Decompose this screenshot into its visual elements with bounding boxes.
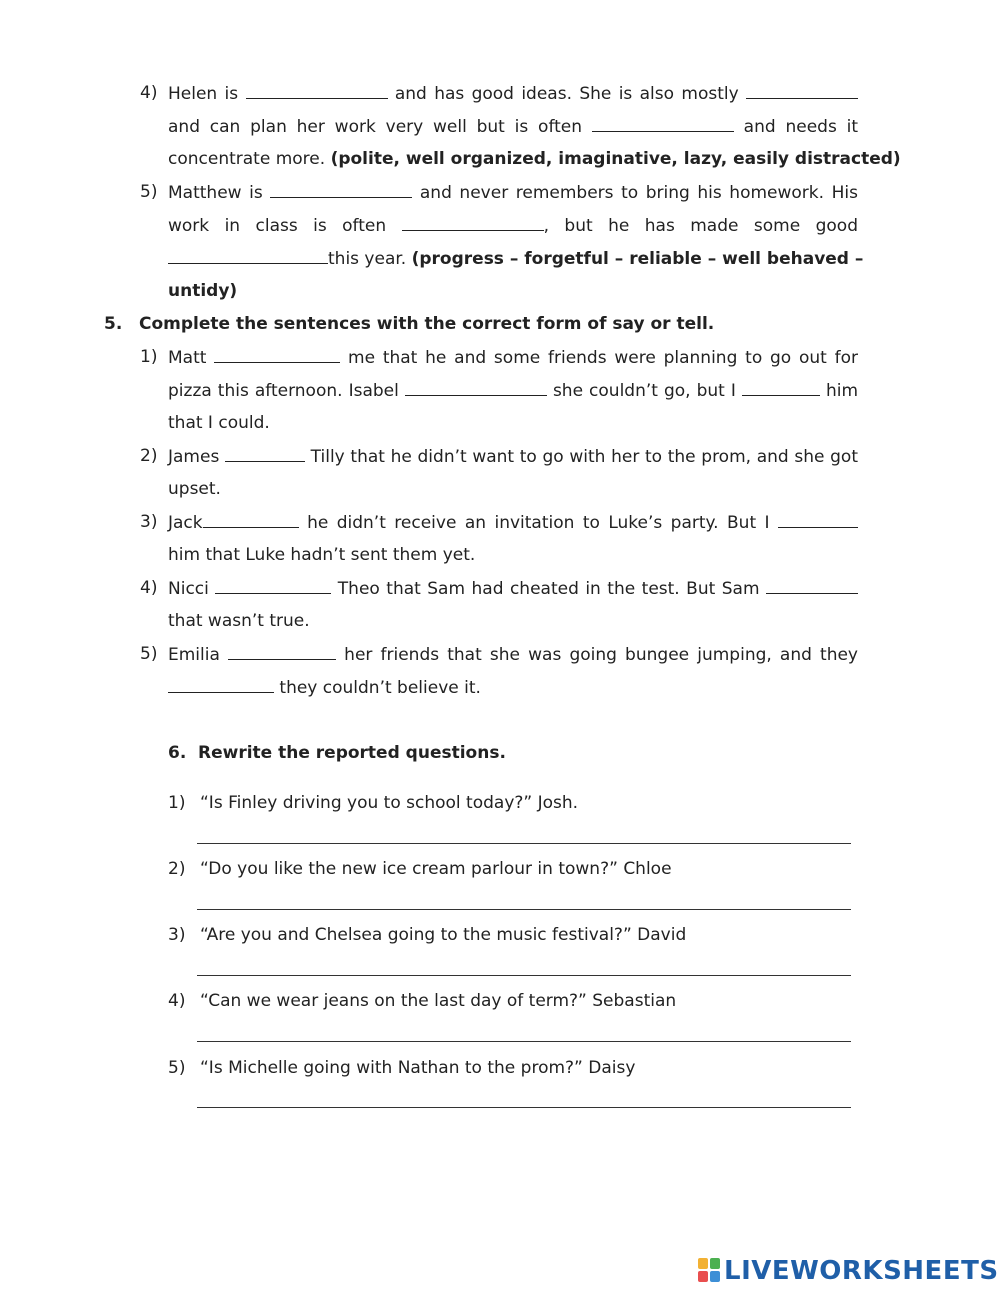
item-number: 4) (140, 578, 158, 598)
sentence-line: this year. (progress – forgetful – reliable – well behaved – (168, 247, 858, 270)
section-number: 6. (168, 743, 187, 763)
item-number: 2) (140, 446, 158, 466)
fill-blank[interactable] (246, 82, 388, 99)
section-title: Rewrite the reported questions. (198, 743, 506, 763)
question-text: “Is Michelle going with Nathan to the prom?” Daisy (200, 1058, 636, 1078)
fill-blank[interactable] (228, 643, 336, 660)
fill-blank[interactable] (592, 115, 734, 132)
sentence-line: Matt me that he and some friends were planning to go out for (168, 348, 858, 368)
word-bank: (progress – forgetful – reliable – well behaved – (411, 249, 864, 269)
fill-blank[interactable] (225, 445, 305, 462)
sentence-line: James Tilly that he didn’t want to go with her to the prom, and she got (168, 447, 858, 467)
liveworksheets-logo (698, 1256, 999, 1286)
sentence-line: Matthew is and never remembers to bring his homework. His (168, 183, 858, 203)
fill-blank[interactable] (742, 379, 820, 396)
sentence-line: Helen is and has good ideas. She is also mostly (168, 82, 858, 105)
sentence-line: that wasn’t true. (168, 611, 310, 631)
item-number: 4) (168, 991, 186, 1011)
item-number: 1) (168, 793, 186, 813)
sentence-line: work in class is often , but he has made some good (168, 216, 858, 236)
item-number: 3) (168, 925, 186, 945)
fill-blank[interactable] (402, 214, 544, 231)
fill-blank[interactable] (746, 82, 858, 99)
answer-line[interactable] (197, 1040, 851, 1042)
answer-line[interactable] (197, 842, 851, 844)
sentence-line: upset. (168, 479, 221, 499)
sentence-line: Nicci Theo that Sam had cheated in the test. But Sam (168, 577, 858, 600)
sentence-line: concentrate more. (polite, well organized, imaginative, lazy, easily distracted) (168, 149, 901, 169)
section-number: 5. (104, 314, 123, 334)
item-number: 1) (140, 347, 158, 367)
question-text: “Can we wear jeans on the last day of term?” Sebastian (200, 991, 677, 1011)
fill-blank[interactable] (214, 346, 340, 363)
answer-line[interactable] (197, 974, 851, 976)
sentence-line: and can plan her work very well but is often and needs it (168, 117, 858, 137)
fill-blank[interactable] (270, 181, 412, 198)
sentence-line: that I could. (168, 413, 270, 433)
item-number: 2) (168, 859, 186, 879)
sentence-line: Emilia her friends that she was going bungee jumping, and they (168, 645, 858, 665)
question-text: “Is Finley driving you to school today?” Josh. (200, 793, 579, 813)
fill-blank[interactable] (215, 577, 331, 594)
item-number: 5) (140, 182, 158, 202)
fill-blank[interactable] (168, 247, 328, 264)
question-text: “Do you like the new ice cream parlour in town?” Chloe (200, 859, 672, 879)
sentence-line: Jack he didn’t receive an invitation to Luke’s party. But I (168, 511, 858, 534)
liveworksheets-logo-icon (698, 1258, 722, 1284)
sentence-line: pizza this afternoon. Isabel she couldn’t go, but I him (168, 381, 859, 401)
item-number: 5) (140, 644, 158, 664)
item-number: 5) (168, 1058, 186, 1078)
sentence-line: they couldn’t believe it. (168, 676, 481, 699)
answer-line[interactable] (197, 1106, 851, 1108)
sentence-line: him that Luke hadn’t sent them yet. (168, 545, 476, 565)
answer-line[interactable] (197, 908, 851, 910)
word-bank: untidy) (168, 281, 238, 301)
item-number: 3) (140, 512, 158, 532)
fill-blank[interactable] (766, 577, 858, 594)
fill-blank[interactable] (203, 511, 299, 528)
section-title: Complete the sentences with the correct form of say or tell. (139, 314, 715, 334)
word-bank: (polite, well organized, imaginative, lazy, easily distracted) (330, 149, 901, 169)
liveworksheets-logo-text: LIVEWORKSHEETS (724, 1256, 999, 1286)
fill-blank[interactable] (778, 511, 858, 528)
item-number: 4) (140, 83, 158, 103)
fill-blank[interactable] (405, 379, 547, 396)
question-text: “Are you and Chelsea going to the music festival?” David (200, 925, 687, 945)
fill-blank[interactable] (168, 676, 274, 693)
